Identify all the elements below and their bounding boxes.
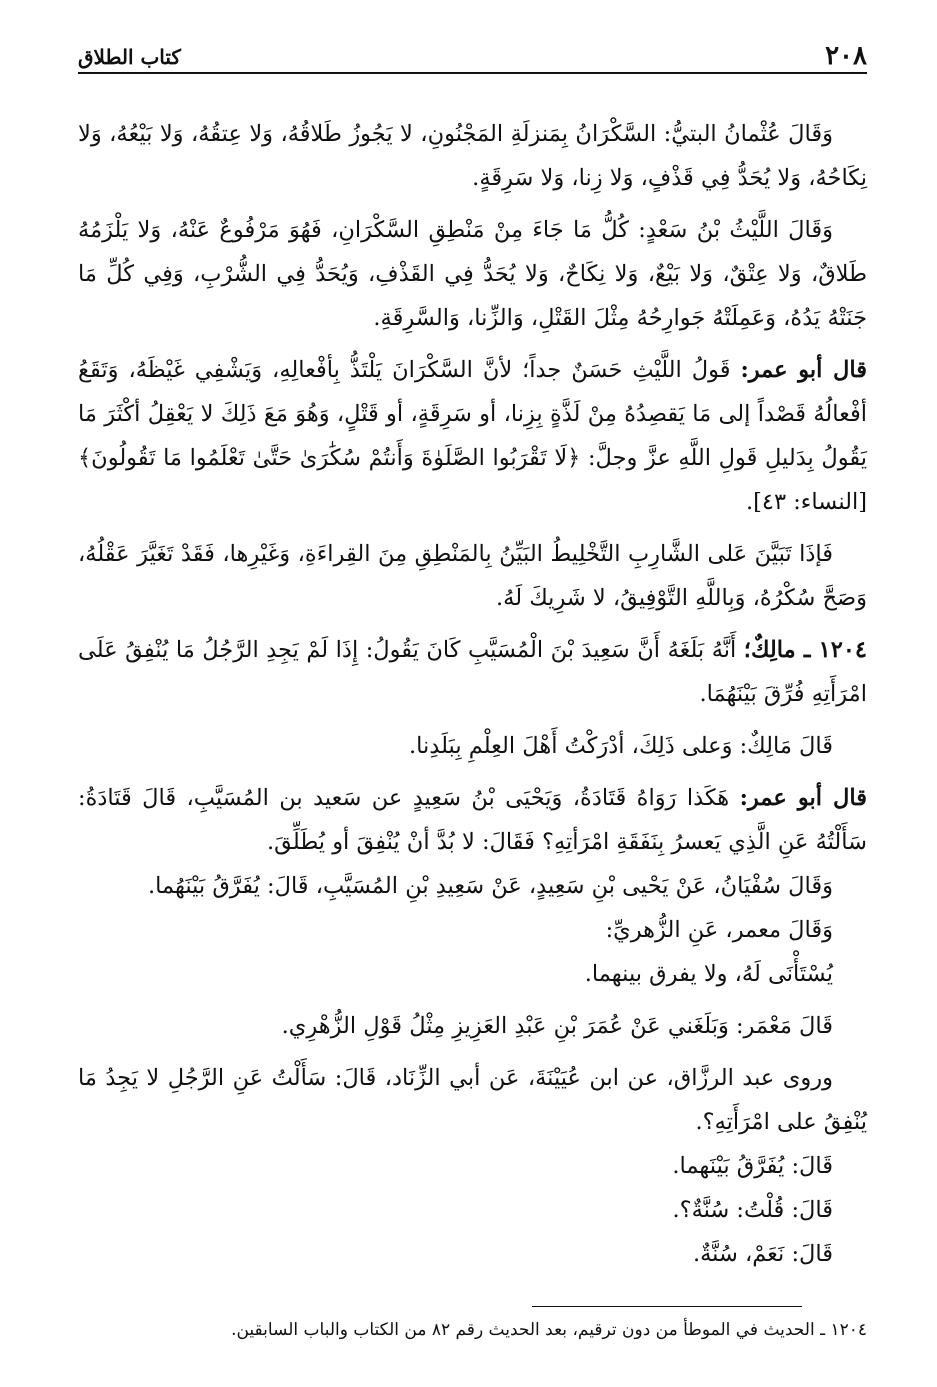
qa-line-2: قَالَ: قُلْتُ: سُنَّةٌ؟.: [672, 1197, 833, 1223]
paragraph-text: يُسْتَأْنَى لَهُ، ولا يفرق بينهما.: [584, 961, 833, 987]
paragraph-lead: قال أبو عمر:: [739, 785, 867, 811]
running-header: [78, 41, 867, 74]
paragraph-text: وَقَالَ عُثْمانُ البتيُّ: السَّكْرَانُ بِمَنزلَةِ المَجْنُونِ، لا يَجُوزُ طَلاقُهُ، وَلا عِتقُهُ، وَلا بَيْعُهُ، وَلا نِكَاحُهُ، وَلا يُحَدُّ فِي قَذْفٍ، وَلا زِنا، وَلا سَرِقَةٍ.: [78, 121, 867, 191]
paragraph-abu-umar-commentary: [78, 348, 867, 524]
qa-line-1: قَالَ: يُفَرَّقُ بَيْنَهما.: [672, 1153, 833, 1179]
paragraph-text: هَكَذا رَوَاهُ قَتَادَةُ، وَيَحْيَى بْنُ سَعِيدٍ عن سَعيد بن المُسَيَّبِ، قَالَ قَتَادَةُ: سَأَلْتُهُ عَنِ الَّذِي يَعسرُ بِنَفَقَةِ امْرَأتِهِ؟ فَقَالَ: لا بُدَّ أنْ يُنْفِقَ أو يُطَلِّقَ.: [78, 785, 867, 855]
paragraph-sufyan: [78, 864, 867, 908]
paragraph-text: فَإذَا تَبَيَّنَ عَلى الشَّارِبِ التَّخْلِيطُ البَيِّنُ بِالمَنْطِقِ مِنَ القِراءَةِ، وَغَيْرِها، فَقَدْ تَغَيَّرَ عَقْلُهُ، وَصَحَّ سُكْرُهُ، وَبِاللَّهِ التَّوْفِيقُ، لا شَرِيكَ لَهُ.: [78, 541, 867, 611]
paragraph-malik-said: [78, 724, 867, 768]
paragraph-text: قَالَ مَالِكٌ: وَعلى ذَلِكَ، أدْرَكْتُ أَهْلَ العِلْمِ بِبَلَدِنا.: [409, 733, 833, 759]
paragraph-abdulrazzaq: [78, 1056, 867, 1144]
hadith-number: ١٢٠٤ ـ مالِكٌ؛: [743, 637, 867, 663]
page-number: ٢٠٨: [825, 41, 867, 71]
book-title: كتاب الطلاق: [78, 45, 181, 69]
paragraph-umar-abdulaziz: [78, 1004, 867, 1048]
paragraph-confusion: [78, 532, 867, 620]
footnote: ١٢٠٤ ـ الحديث في الموطأ من دون ترقيم، بعد الحديث رقم ٨٢ من الكتاب والباب السابقين.: [231, 1320, 867, 1340]
paragraph-abu-umar-qatada: [78, 776, 867, 864]
paragraph-yustana: [78, 952, 867, 996]
hadith-1204: [78, 628, 867, 716]
paragraph-text: وَقَالَ معمر، عَنِ الزُّهريِّ:: [605, 917, 833, 943]
paragraph-text: قَولُ اللَّيْثِ حَسَنٌ جداً؛ لأنَّ السَّكْرَانَ يَلْتَذُّ بِأفْعالِهِ، وَيَشْفِي غَيْظَهُ، وَتَقَعُ أفْعالُهُ قَصْداً إلى مَا يَقصِدُهُ مِنْ لَذَّةٍ بِزِنا، أو سَرِقَةٍ، أو قَتْلٍ، وَهُوَ مَعَ ذَلِكَ لا يَعْقِلُ أكْثَرَ مَا يَقُولُ بِدَليلِ قَولِ اللَّهِ عزَّ وجلَّ: ﴿لَا تَقْرَبُوا الصَّلَوٰةَ وَأَنتُمْ سُكَٰرَىٰ حَتَّىٰ تَعْلَمُوا مَا تَقُولُونَ﴾ [النساء: ٤٣].: [78, 357, 867, 515]
paragraph-text: وَقَالَ اللَّيْثُ بْنُ سَعْدٍ: كُلُّ مَا جَاءَ مِنْ مَنْطِقِ السَّكْرَانِ، فَهُوَ مَرْفُوعٌ عَنْهُ، وَلا يَلْزَمُهُ طَلاقٌ، وَلا عِتْقٌ، وَلا بَيْعٌ، وَلا نِكَاحٌ، وَلا يُحَدُّ فِي القَذْفِ، وَيُحَدُّ فِي الشُّرْبِ، وَفِي كُلِّ مَا جَنَتْهُ يَدُهُ، وَعَمِلَتْهُ جَوارِحُهُ مِثْلَ القَتْلِ، وَالزِّنا، وَالسَّرِقَةِ.: [78, 217, 867, 331]
qa-line-3: قَالَ: نَعَمْ، سُنَّةٌ.: [692, 1241, 833, 1267]
paragraph-text: قَالَ مَعْمَر: وَبَلَغَني عَنْ عُمَرَ بْنِ عَبْدِ العَزِيزِ مِثْلُ قَوْلِ الزُّهْرِي.: [281, 1013, 833, 1039]
paragraph-lead: قال أبو عمر:: [740, 357, 867, 383]
paragraph-text: أَنَّهُ بَلَغَهُ أَنَّ سَعِيدَ بْنَ الْمُسَيَّبِ كَانَ يَقُولُ: إِذَا لَمْ يَجِدِ الرَّجُلُ مَا يُنْفِقُ عَلَى امْرَأَتِهِ فُرِّقَ بَيْنَهُمَا.: [78, 637, 867, 707]
footnote-separator: [532, 1306, 802, 1307]
paragraph-laith: [78, 208, 867, 340]
paragraph-uthman-albatti: [78, 112, 867, 200]
paragraph-text: وروى عبد الرزَّاق، عن ابن عُيَيْنَةَ، عَن أبي الزِّنَاد، قَالَ: سَأَلْتُ عَنِ الرَّجُلِ لا يَجِدُ مَا يُنْفِقُ على امْرَأَتِهِ؟.: [78, 1065, 867, 1135]
paragraph-mamar: [78, 908, 867, 952]
main-text: [78, 112, 867, 1276]
paragraph-text: وَقَالَ سُفْيَانُ، عَنْ يَحْيى بْنِ سَعِيدٍ، عَنْ سَعِيدِ بْنِ المُسَيَّبِ، قَالَ: يُفَرَّقُ بَيْنَهُما.: [147, 873, 833, 899]
